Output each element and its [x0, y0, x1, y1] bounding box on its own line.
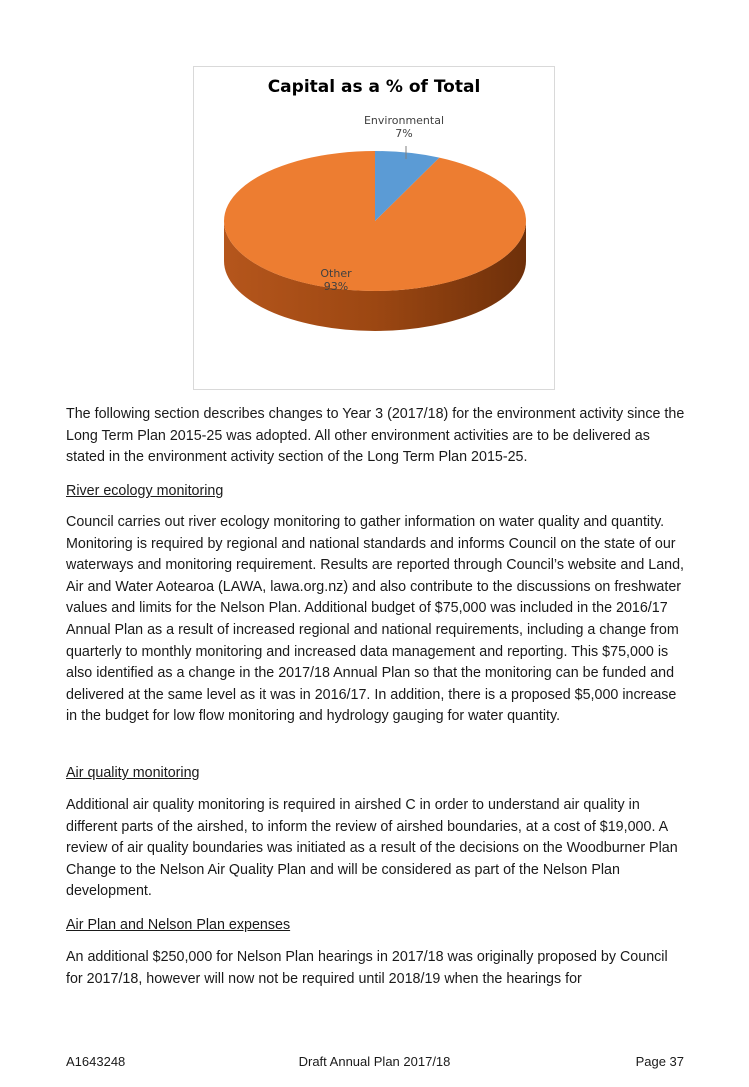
- label-environmental-name: Environmental: [363, 114, 445, 127]
- label-other-name: Other: [320, 267, 352, 280]
- air-plan-heading: Air Plan and Nelson Plan expenses: [66, 917, 291, 933]
- label-environmental-value: 7%: [395, 127, 413, 140]
- label-other: [286, 267, 386, 293]
- intro-paragraph: The following section describes changes to Year 3 (2017/18) for the environment activity since the Long Term Plan 2015-25 was adopted. All other environment activities are to be delivered as stated in the environment activity section of the Long Term Plan 2015-25.: [66, 406, 685, 466]
- river-ecology-paragraph: Council carries out river ecology monitoring to gather information on water quality and quantity. Monitoring is required by regional and national standards and informs Council on the state of our waterways and monitoring requirement. Results are reported through Council’s website and Land, Air and Water Aotearoa (LAWA, lawa.org.nz) and also contribute to the discussions on freshwater values and limits for the Nelson Plan. Additional budget of $75,000 was included in the 2016/17 Annual Plan as a result of increased regional and national requirements, including a change from quarterly to monthly monitoring and increased data management and reporting. This $75,000 is also identified as a change in the 2017/18 Annual Plan so that the monitoring can be funded and delivered at the same level as it was in 2016/17. In addition, there is a proposed $5,000 increase in the budget for low flow monitoring and hydrology gauging for water quantity.: [66, 514, 685, 725]
- river-ecology-heading: River ecology monitoring: [66, 483, 224, 499]
- footer-doc-id: A1643248: [66, 1054, 126, 1069]
- label-environmental: [354, 114, 454, 140]
- air-quality-heading: Air quality monitoring: [66, 765, 200, 781]
- footer-doc-title: Draft Annual Plan 2017/18: [298, 1054, 451, 1069]
- label-other-value: 93%: [323, 280, 349, 293]
- pie-chart: [193, 66, 555, 390]
- air-quality-paragraph: Additional air quality monitoring is required in airshed C in order to understand air quality in different parts of the airshed, to inform the review of airshed boundaries, at a cost of $19,000. A review of air quality boundaries was initiated as a result of the decisions on the Woodburner Plan Change to the Nelson Air Quality Plan and will be considered as part of the Nelson Plan development.: [66, 797, 678, 900]
- chart-title: Capital as a % of Total: [267, 77, 481, 97]
- footer-page-number: Page 37: [635, 1054, 684, 1069]
- air-plan-paragraph: An additional $250,000 for Nelson Plan hearings in 2017/18 was originally proposed by Council for 2017/18, however will now not be required until 2018/19 when the hearings for: [66, 949, 668, 987]
